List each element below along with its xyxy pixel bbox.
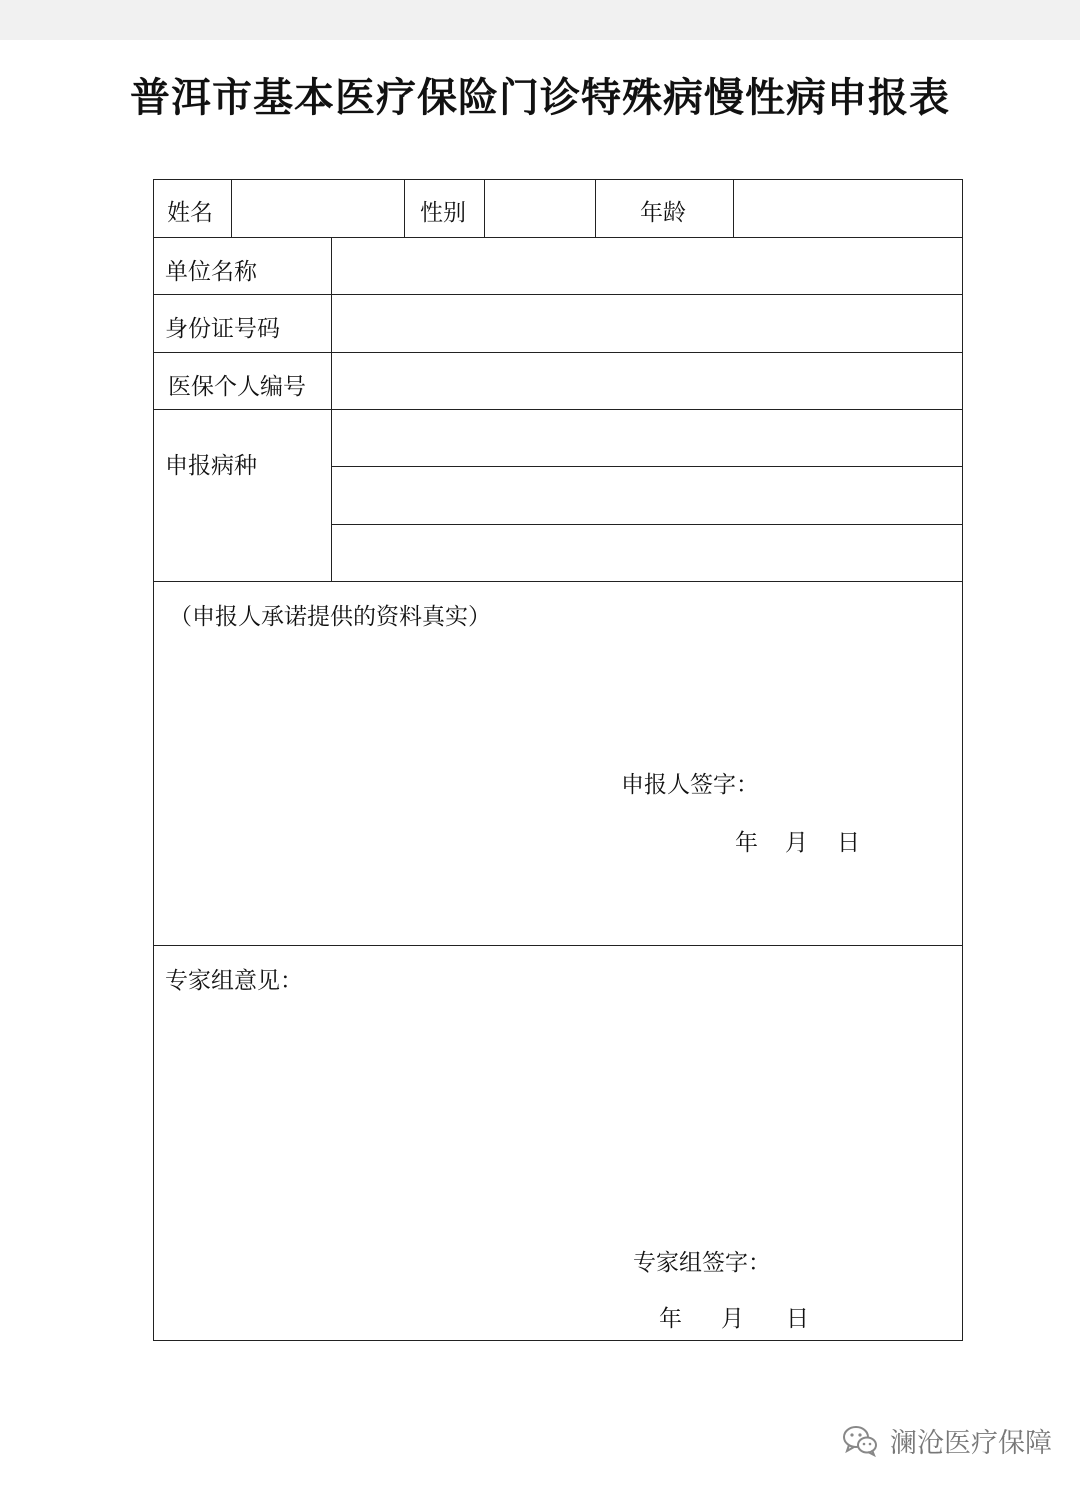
row-divider <box>154 945 962 946</box>
row-divider <box>154 294 962 295</box>
applicant-date-month: 月 <box>785 830 808 856</box>
unit-label: 单位名称 <box>165 259 257 285</box>
unit-field[interactable] <box>333 239 960 292</box>
row-divider <box>154 352 962 353</box>
row-divider <box>154 237 962 238</box>
gender-field[interactable] <box>486 182 593 235</box>
id-number-field[interactable] <box>333 296 960 350</box>
expert-date-month: 月 <box>721 1306 744 1332</box>
name-label: 姓名 <box>167 200 213 226</box>
gender-label: 性别 <box>420 200 466 226</box>
expert-opinion-field[interactable] <box>156 1000 960 1240</box>
page-title: 普洱市基本医疗保险门诊特殊病慢性病申报表 <box>130 75 950 121</box>
applicant-date-year: 年 <box>735 830 758 856</box>
column-divider <box>595 180 596 237</box>
watermark-text: 澜沧医疗保障 <box>890 1427 1052 1459</box>
applicant-signature-field[interactable] <box>764 760 944 800</box>
watermark <box>840 1418 1052 1462</box>
column-divider <box>733 180 734 237</box>
application-form <box>153 179 963 1341</box>
top-bar <box>0 0 1080 40</box>
row-divider <box>154 409 962 410</box>
insurance-number-label: 医保个人编号 <box>168 374 306 400</box>
declaration-text: （申报人承诺提供的资料真实） <box>169 604 491 630</box>
applicant-date-day: 日 <box>837 830 860 856</box>
column-divider <box>404 180 405 237</box>
row-divider <box>331 466 962 467</box>
age-label: 年龄 <box>640 200 686 226</box>
name-field[interactable] <box>233 182 402 235</box>
id-number-label: 身份证号码 <box>165 316 280 342</box>
expert-signature-field[interactable] <box>776 1238 946 1278</box>
column-divider <box>231 180 232 237</box>
row-divider <box>154 581 962 582</box>
disease-field-3[interactable] <box>333 526 960 579</box>
column-divider <box>331 237 332 581</box>
age-field[interactable] <box>735 182 960 235</box>
disease-field-1[interactable] <box>333 411 960 464</box>
disease-field-2[interactable] <box>333 468 960 522</box>
expert-opinion-label: 专家组意见： <box>165 968 303 994</box>
expert-signature-label: 专家组签字： <box>633 1250 771 1276</box>
column-divider <box>484 180 485 237</box>
expert-date-day: 日 <box>786 1306 809 1332</box>
applicant-signature-label: 申报人签字： <box>621 772 759 798</box>
insurance-number-field[interactable] <box>333 354 960 407</box>
expert-date-year: 年 <box>659 1306 682 1332</box>
row-divider <box>331 524 962 525</box>
disease-label: 申报病种 <box>165 453 257 479</box>
wechat-icon <box>840 1420 880 1460</box>
